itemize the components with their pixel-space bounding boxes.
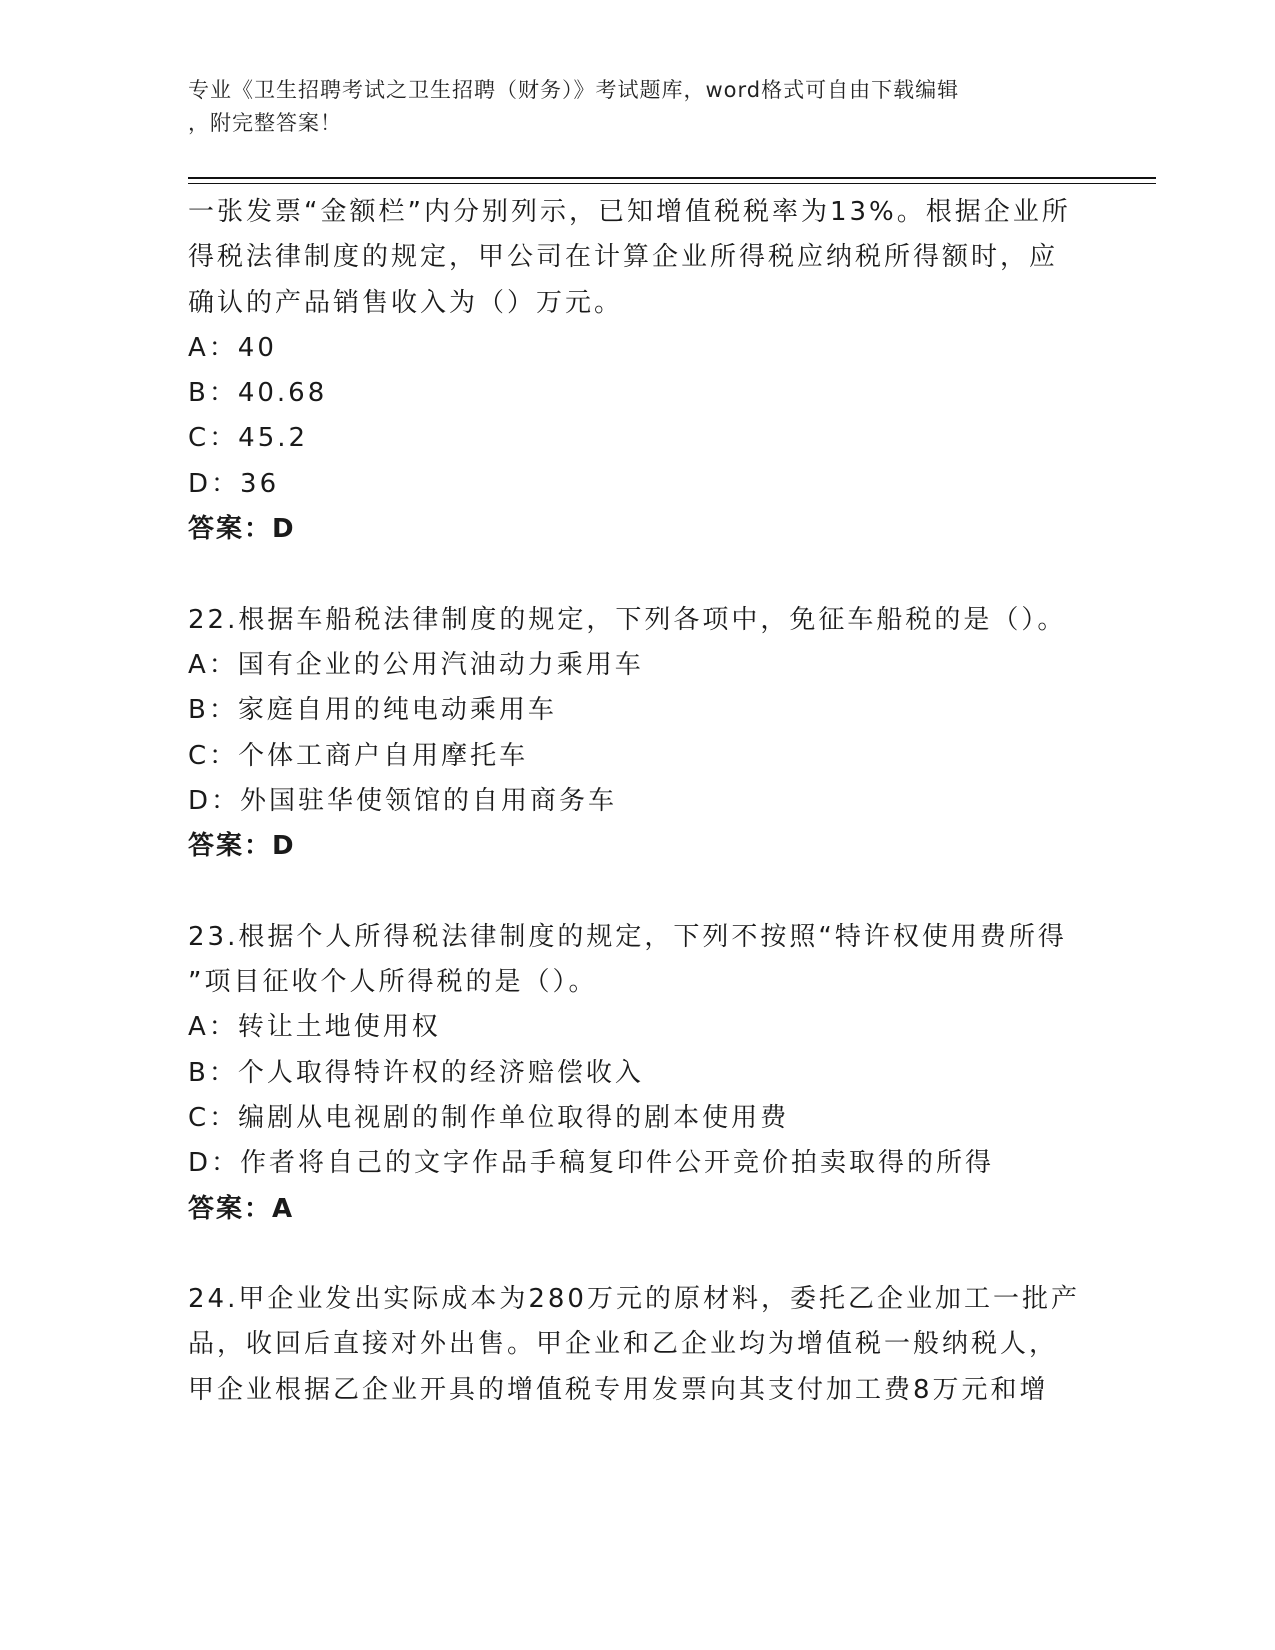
question-23 (188, 915, 1088, 1232)
option-b: B：家庭自用的纯电动乘用车 (188, 695, 557, 726)
option-a: A：国有企业的公用汽油动力乘用车 (188, 649, 644, 680)
question-content (188, 190, 1088, 1413)
spacer (188, 552, 1088, 597)
question-24 (188, 1277, 1088, 1413)
question-text-line: 品，收回后直接对外出售。甲企业和乙企业均为增值税一般纳税人， (188, 1329, 1059, 1360)
spacer (188, 1232, 1088, 1277)
spacer (188, 869, 1088, 914)
header-line-2: ，附完整答案！ (188, 111, 342, 135)
header-line-1: 专业《卫生招聘考试之卫生招聘（财务）》考试题库，word格式可自由下载编辑 (188, 78, 960, 102)
answer: 答案：D (188, 514, 296, 545)
question-text-line: 一张发票“金额栏”内分别列示，已知增值税税率为13%。根据企业所 (188, 197, 1071, 227)
question-text-line: 得税法律制度的规定，甲公司在计算企业所得税应纳税所得额时，应 (188, 242, 1059, 273)
option-a: A：40 (188, 332, 277, 363)
question-text-line: 24.甲企业发出实际成本为280万元的原材料，委托乙企业加工一批产 (188, 1284, 1080, 1315)
question-text-line: 确认的产品销售收入为（）万元。 (188, 287, 624, 318)
option-c: C：个体工商户自用摩托车 (188, 740, 529, 771)
option-c: C：编剧从电视剧的制作单位取得的剧本使用费 (188, 1102, 790, 1133)
page-header (188, 74, 1088, 140)
option-b: B：40.68 (188, 378, 328, 409)
answer: 答案：A (188, 1193, 295, 1224)
question-22 (188, 598, 1088, 870)
option-c: C：45.2 (188, 423, 309, 454)
answer: 答案：D (188, 831, 296, 862)
question-text-line: 甲企业根据乙企业开具的增值税专用发票向其支付加工费8万元和增 (188, 1374, 1049, 1405)
option-b: B：个人取得特许权的经济赔偿收入 (188, 1057, 644, 1088)
question-text-line: 22.根据车船税法律制度的规定，下列各项中，免征车船税的是（）。 (188, 604, 1067, 635)
option-d: D：36 (188, 468, 280, 499)
question-text-line: 23.根据个人所得税法律制度的规定，下列不按照“特许权使用费所得 (188, 921, 1067, 952)
question-text-line: ”项目征收个人所得税的是（）。 (188, 967, 598, 998)
option-d: D：外国驻华使领馆的自用商务车 (188, 785, 618, 816)
option-a: A：转让土地使用权 (188, 1012, 441, 1043)
option-d: D：作者将自己的文字作品手稿复印件公开竞价拍卖取得的所得 (188, 1148, 995, 1179)
question-21-tail (188, 190, 1088, 552)
header-divider (188, 177, 1156, 184)
